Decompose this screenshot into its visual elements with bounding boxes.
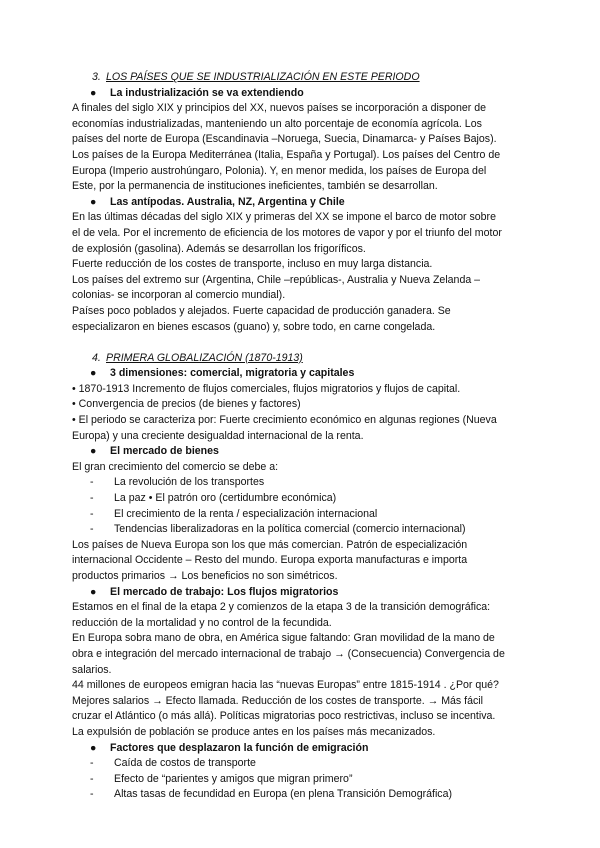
section-3-bullet-1: ● La industrialización se va extendiendo	[90, 86, 304, 99]
section-3-bullet-2: ● Las antípodas. Australia, NZ, Argentina y Chile	[90, 195, 345, 208]
document-page	[72, 70, 528, 803]
text-line: Mejores salarios → Efecto llamada. Reducción de los costes de transporte. → Más fácil	[72, 694, 483, 707]
text-line: • El periodo se caracteriza por: Fuerte crecimiento económico en algunas regiones (Nueva	[72, 414, 497, 427]
section-4-bullet-1: ● 3 dimensiones: comercial, migratoria y capitales	[90, 367, 355, 380]
text-line: 44 millones de europeos emigran hacia las “nuevas Europas” entre 1815-1914 . ¿Por qué?	[72, 679, 499, 692]
list-item: - La paz • El patrón oro (certidumbre económica)	[90, 492, 337, 505]
section-3-paragraph-2	[72, 210, 528, 335]
section-4-paragraph-3	[72, 600, 528, 740]
text-line: cruzar el Atlántico (o más allá). Políticas migratorias poco restrictivas, incluso se incentiva.	[72, 710, 496, 723]
text-line: La expulsión de población se produce antes en los países más mecanizados.	[72, 725, 436, 738]
text-line: economías industrializadas, manteniendo un alto porcentaje de economía agrícola. Los	[72, 117, 482, 130]
text-line: Este, por la permanencia de instituciones ineficientes, también se desarrollan.	[72, 180, 438, 193]
text-line: Europa) y una creciente desigualdad internacional de la renta.	[72, 429, 364, 442]
text-line: En las últimas décadas del siglo XIX y primeras del XX se impone el barco de motor sobre	[72, 211, 496, 224]
list-item: - El crecimiento de la renta / especialización internacional	[90, 507, 378, 520]
text-line: Países poco poblados y alejados. Fuerte capacidad de producción ganadera. Se	[72, 304, 451, 317]
text-line: el de vela. Por el incremento de eficiencia de los motores de vapor y por el triunfo del motor	[72, 226, 502, 239]
text-line: Fuerte reducción de los costes de transporte, incluso en muy larga distancia.	[72, 258, 433, 271]
text-line: • 1870-1913 Incremento de flujos comerciales, flujos migratorios y flujos de capital.	[72, 382, 461, 395]
text-line: En Europa sobra mano de obra, en América sigue faltando: Gran movilidad de la mano de	[72, 632, 495, 645]
text-line: países del norte de Europa (Escandinavia –Noruega, Suecia, Dinamarca- y Países Bajos).	[72, 133, 497, 146]
text-line: productos primarios → Los beneficios no son simétricos.	[72, 570, 338, 582]
list-item: - La revolución de los transportes	[90, 476, 265, 489]
section-4-paragraph-1	[72, 382, 528, 444]
text-line: reducción de la mortalidad y no control de la fecundida.	[72, 616, 332, 629]
section-4-bullet-2: ● El mercado de bienes	[90, 445, 219, 458]
section-4-list-2	[72, 475, 528, 537]
text-line: A finales del siglo XIX y principios del XX, nuevos países se incorporación a disponer de	[72, 102, 486, 115]
section-4-heading: 4. PRIMERA GLOBALIZACIÓN (1870-1913)	[92, 351, 303, 364]
section-3-heading: 3. LOS PAÍSES QUE SE INDUSTRIALIZACIÓN EN ESTE PERIODO	[92, 71, 420, 83]
text-line: Estamos en el final de la etapa 2 y comienzos de la etapa 3 de la transición demográfica:	[72, 601, 491, 614]
section-4-bullet-4: ● Factores que desplazaron la función de emigración	[90, 741, 369, 754]
text-line: Los países de Nueva Europa son los que más comercian. Patrón de especialización	[72, 538, 468, 551]
text-line: colonias- se incorporan al comercio mundial).	[72, 289, 286, 302]
section-4-list-4	[72, 756, 528, 803]
text-line: • Convergencia de precios (de bienes y factores)	[72, 398, 301, 411]
text-line: de explosión (gasolina). Además se desarrollan los frigoríficos.	[72, 242, 366, 255]
text-line: obra e integración del mercado internacional de trabajo → (Consecuencia) Convergencia de	[72, 647, 505, 660]
text-line: Europa (Imperio austrohúngaro, Polonia). Y, en menor medida, los países de Europa del	[72, 164, 487, 177]
section-spacer	[72, 335, 528, 351]
text-line: salarios.	[72, 663, 112, 676]
section-4-bullet-3: ● El mercado de trabajo: Los flujos migratorios	[90, 585, 339, 598]
text-line: Los países del extremo sur (Argentina, Chile –repúblicas-, Australia y Nueva Zelanda –	[72, 273, 481, 286]
section-3-paragraph-1	[72, 101, 528, 195]
list-item: - Tendencias liberalizadoras en la política comercial (comercio internacional)	[90, 523, 466, 536]
section-4-paragraph-2	[72, 538, 528, 585]
text-line: especializaron en bienes escasos (guano) y, sobre todo, en carne congelada.	[72, 320, 436, 333]
list-item: - Efecto de “parientes y amigos que migran primero”	[90, 772, 353, 785]
section-4-intro-2: El gran crecimiento del comercio se debe a:	[72, 460, 279, 473]
list-item: - Caída de costos de transporte	[90, 757, 256, 770]
text-line: internacional Occidente – Resto del mundo. Europa exporta manufacturas e importa	[72, 554, 468, 567]
text-line: Los países de la Europa Mediterránea (Italia, España y Portugal). Los países del Centro de	[72, 148, 501, 161]
list-item: - Altas tasas de fecundidad en Europa (en plena Transición Demográfica)	[90, 788, 453, 801]
